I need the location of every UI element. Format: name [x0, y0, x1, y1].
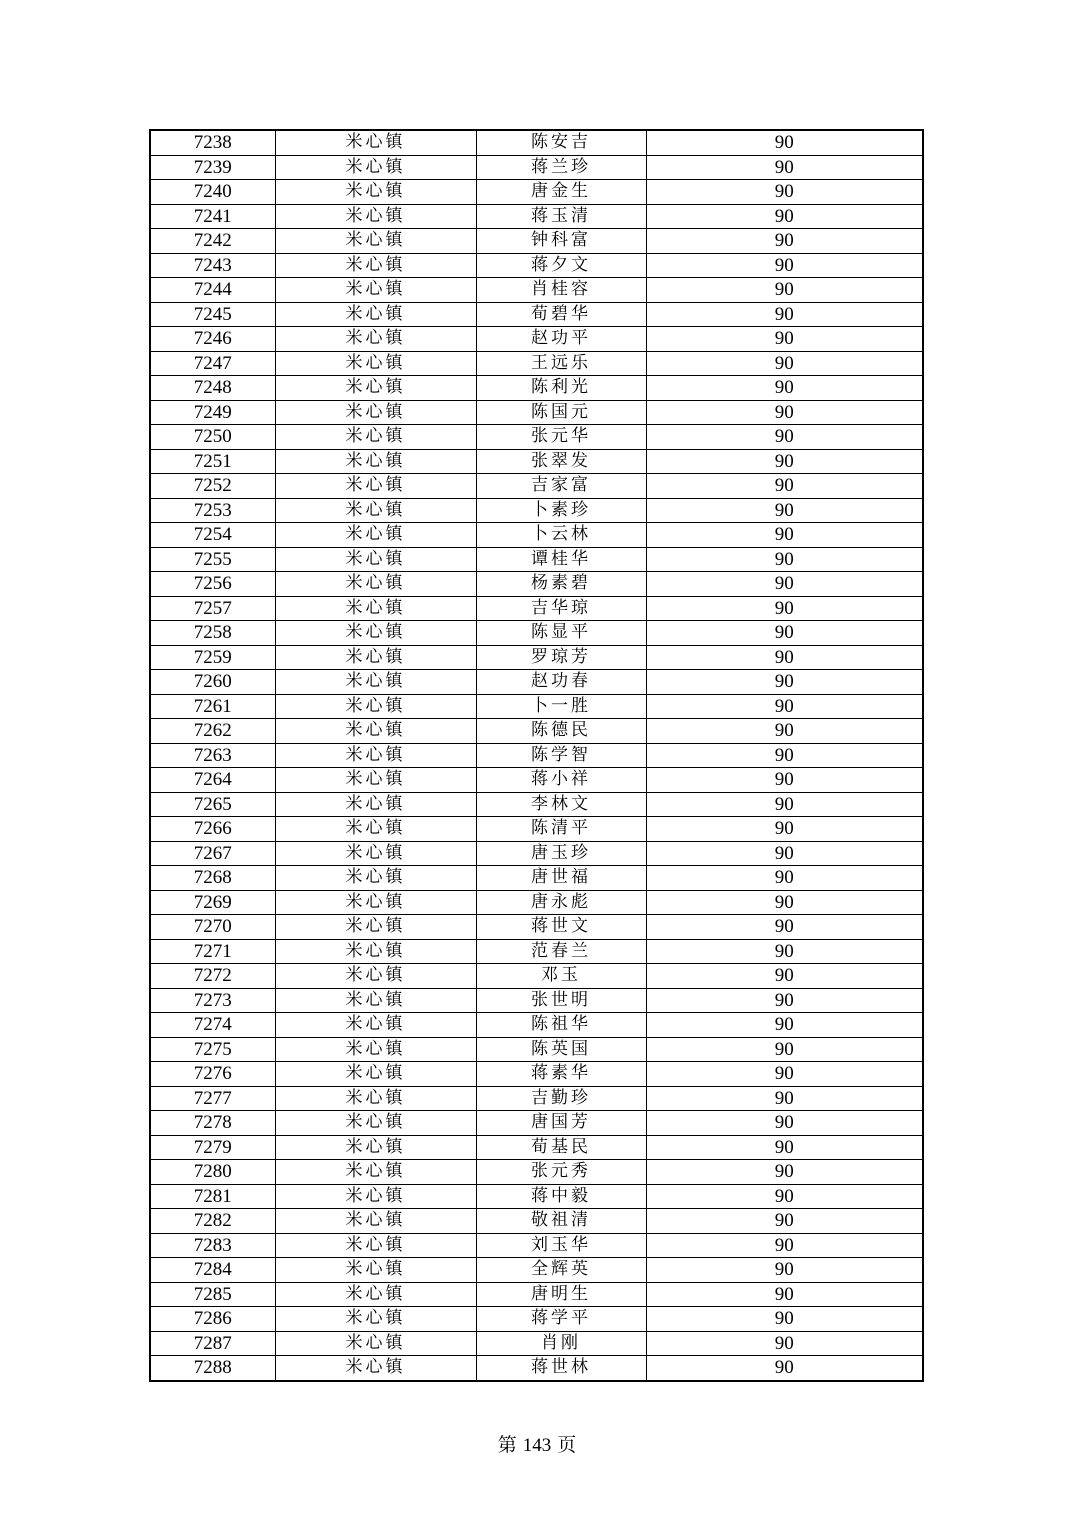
- row-number-cell: 7253: [150, 498, 275, 523]
- town-cell: 米心镇: [275, 425, 476, 450]
- town-cell: 米心镇: [275, 302, 476, 327]
- name-cell: 蒋小祥: [476, 768, 646, 793]
- amount-cell: 90: [646, 596, 923, 621]
- row-number-cell: 7250: [150, 425, 275, 450]
- table-row: [150, 670, 923, 695]
- amount-cell: 90: [646, 130, 923, 155]
- row-number-cell: 7247: [150, 351, 275, 376]
- name-cell: 王远乐: [476, 351, 646, 376]
- page-number: 143: [522, 1435, 552, 1456]
- name-cell: 卜一胜: [476, 694, 646, 719]
- name-cell: 陈英国: [476, 1037, 646, 1062]
- name-cell: 吉华琼: [476, 596, 646, 621]
- row-number-cell: 7246: [150, 327, 275, 352]
- town-cell: 米心镇: [275, 1258, 476, 1283]
- amount-cell: 90: [646, 1209, 923, 1234]
- table-row: [150, 1062, 923, 1087]
- name-cell: 赵功平: [476, 327, 646, 352]
- table-row: [150, 204, 923, 229]
- town-cell: 米心镇: [275, 327, 476, 352]
- row-number-cell: 7287: [150, 1331, 275, 1356]
- amount-cell: 90: [646, 792, 923, 817]
- table-row: [150, 743, 923, 768]
- amount-cell: 90: [646, 1356, 923, 1381]
- amount-cell: 90: [646, 1184, 923, 1209]
- name-cell: 罗琼芳: [476, 645, 646, 670]
- amount-cell: 90: [646, 621, 923, 646]
- town-cell: 米心镇: [275, 1086, 476, 1111]
- amount-cell: 90: [646, 1258, 923, 1283]
- row-number-cell: 7261: [150, 694, 275, 719]
- row-number-cell: 7251: [150, 449, 275, 474]
- amount-cell: 90: [646, 278, 923, 303]
- table-row: [150, 719, 923, 744]
- town-cell: 米心镇: [275, 351, 476, 376]
- row-number-cell: 7264: [150, 768, 275, 793]
- town-cell: 米心镇: [275, 1135, 476, 1160]
- name-cell: 肖刚: [476, 1331, 646, 1356]
- table-row: [150, 1013, 923, 1038]
- row-number-cell: 7280: [150, 1160, 275, 1185]
- name-cell: 蒋兰珍: [476, 155, 646, 180]
- name-cell: 张翠发: [476, 449, 646, 474]
- town-cell: 米心镇: [275, 768, 476, 793]
- town-cell: 米心镇: [275, 155, 476, 180]
- row-number-cell: 7275: [150, 1037, 275, 1062]
- town-cell: 米心镇: [275, 1209, 476, 1234]
- table-row: [150, 1209, 923, 1234]
- table-row: [150, 547, 923, 572]
- town-cell: 米心镇: [275, 1331, 476, 1356]
- table-row: [150, 1037, 923, 1062]
- table-row: [150, 1086, 923, 1111]
- amount-cell: 90: [646, 523, 923, 548]
- name-cell: 唐世福: [476, 866, 646, 891]
- amount-cell: 90: [646, 768, 923, 793]
- town-cell: 米心镇: [275, 180, 476, 205]
- amount-cell: 90: [646, 645, 923, 670]
- amount-cell: 90: [646, 425, 923, 450]
- name-cell: 唐明生: [476, 1282, 646, 1307]
- table-row: [150, 523, 923, 548]
- town-cell: 米心镇: [275, 1184, 476, 1209]
- amount-cell: 90: [646, 474, 923, 499]
- name-cell: 张世明: [476, 988, 646, 1013]
- name-cell: 陈显平: [476, 621, 646, 646]
- row-number-cell: 7245: [150, 302, 275, 327]
- name-cell: 陈德民: [476, 719, 646, 744]
- name-cell: 蒋素华: [476, 1062, 646, 1087]
- table-row: [150, 1160, 923, 1185]
- row-number-cell: 7282: [150, 1209, 275, 1234]
- table-row: [150, 817, 923, 842]
- town-cell: 米心镇: [275, 1233, 476, 1258]
- name-cell: 唐金生: [476, 180, 646, 205]
- town-cell: 米心镇: [275, 792, 476, 817]
- row-number-cell: 7240: [150, 180, 275, 205]
- row-number-cell: 7265: [150, 792, 275, 817]
- town-cell: 米心镇: [275, 400, 476, 425]
- table-row: [150, 1331, 923, 1356]
- name-cell: 敬祖清: [476, 1209, 646, 1234]
- row-number-cell: 7239: [150, 155, 275, 180]
- amount-cell: 90: [646, 915, 923, 940]
- table-row: [150, 1233, 923, 1258]
- amount-cell: 90: [646, 547, 923, 572]
- amount-cell: 90: [646, 1086, 923, 1111]
- amount-cell: 90: [646, 1282, 923, 1307]
- row-number-cell: 7281: [150, 1184, 275, 1209]
- name-cell: 陈学智: [476, 743, 646, 768]
- town-cell: 米心镇: [275, 229, 476, 254]
- table-row: [150, 351, 923, 376]
- amount-cell: 90: [646, 1233, 923, 1258]
- name-cell: 吉家富: [476, 474, 646, 499]
- name-cell: 唐国芳: [476, 1111, 646, 1136]
- table-row: [150, 1135, 923, 1160]
- row-number-cell: 7286: [150, 1307, 275, 1332]
- table-body: [150, 130, 923, 1381]
- table-row: [150, 596, 923, 621]
- row-number-cell: 7269: [150, 890, 275, 915]
- town-cell: 米心镇: [275, 474, 476, 499]
- row-number-cell: 7255: [150, 547, 275, 572]
- row-number-cell: 7279: [150, 1135, 275, 1160]
- town-cell: 米心镇: [275, 376, 476, 401]
- amount-cell: 90: [646, 1307, 923, 1332]
- row-number-cell: 7257: [150, 596, 275, 621]
- row-number-cell: 7241: [150, 204, 275, 229]
- name-cell: 范春兰: [476, 939, 646, 964]
- data-table: [149, 129, 924, 1382]
- town-cell: 米心镇: [275, 915, 476, 940]
- name-cell: 张元秀: [476, 1160, 646, 1185]
- table-row: [150, 841, 923, 866]
- amount-cell: 90: [646, 719, 923, 744]
- table-row: [150, 278, 923, 303]
- name-cell: 全辉英: [476, 1258, 646, 1283]
- table-row: [150, 1258, 923, 1283]
- page-footer-prefix: 第: [497, 1434, 517, 1456]
- table-row: [150, 915, 923, 940]
- amount-cell: 90: [646, 694, 923, 719]
- table-row: [150, 474, 923, 499]
- table-row: [150, 645, 923, 670]
- table-row: [150, 572, 923, 597]
- table-row: [150, 130, 923, 155]
- row-number-cell: 7277: [150, 1086, 275, 1111]
- page-footer-suffix: 页: [557, 1434, 577, 1456]
- amount-cell: 90: [646, 964, 923, 989]
- name-cell: 蒋玉清: [476, 204, 646, 229]
- town-cell: 米心镇: [275, 130, 476, 155]
- row-number-cell: 7248: [150, 376, 275, 401]
- name-cell: 谭桂华: [476, 547, 646, 572]
- town-cell: 米心镇: [275, 523, 476, 548]
- table-row: [150, 180, 923, 205]
- table-row: [150, 1282, 923, 1307]
- row-number-cell: 7260: [150, 670, 275, 695]
- amount-cell: 90: [646, 890, 923, 915]
- row-number-cell: 7262: [150, 719, 275, 744]
- town-cell: 米心镇: [275, 866, 476, 891]
- town-cell: 米心镇: [275, 719, 476, 744]
- row-number-cell: 7266: [150, 817, 275, 842]
- town-cell: 米心镇: [275, 1013, 476, 1038]
- amount-cell: 90: [646, 449, 923, 474]
- name-cell: 陈清平: [476, 817, 646, 842]
- amount-cell: 90: [646, 229, 923, 254]
- row-number-cell: 7254: [150, 523, 275, 548]
- name-cell: 陈祖华: [476, 1013, 646, 1038]
- table-row: [150, 498, 923, 523]
- row-number-cell: 7278: [150, 1111, 275, 1136]
- amount-cell: 90: [646, 1135, 923, 1160]
- row-number-cell: 7259: [150, 645, 275, 670]
- name-cell: 卜素珍: [476, 498, 646, 523]
- town-cell: 米心镇: [275, 670, 476, 695]
- table-row: [150, 939, 923, 964]
- town-cell: 米心镇: [275, 1111, 476, 1136]
- amount-cell: 90: [646, 155, 923, 180]
- table-row: [150, 1184, 923, 1209]
- amount-cell: 90: [646, 400, 923, 425]
- town-cell: 米心镇: [275, 547, 476, 572]
- table-row: [150, 449, 923, 474]
- row-number-cell: 7285: [150, 1282, 275, 1307]
- name-cell: 荀碧华: [476, 302, 646, 327]
- table-row: [150, 1356, 923, 1381]
- town-cell: 米心镇: [275, 988, 476, 1013]
- page-footer: [0, 1430, 1074, 1457]
- row-number-cell: 7238: [150, 130, 275, 155]
- name-cell: 邓玉: [476, 964, 646, 989]
- name-cell: 唐永彪: [476, 890, 646, 915]
- row-number-cell: 7273: [150, 988, 275, 1013]
- amount-cell: 90: [646, 939, 923, 964]
- town-cell: 米心镇: [275, 694, 476, 719]
- row-number-cell: 7268: [150, 866, 275, 891]
- name-cell: 荀基民: [476, 1135, 646, 1160]
- town-cell: 米心镇: [275, 596, 476, 621]
- name-cell: 蒋中毅: [476, 1184, 646, 1209]
- amount-cell: 90: [646, 1037, 923, 1062]
- town-cell: 米心镇: [275, 253, 476, 278]
- town-cell: 米心镇: [275, 964, 476, 989]
- row-number-cell: 7242: [150, 229, 275, 254]
- amount-cell: 90: [646, 1111, 923, 1136]
- name-cell: 刘玉华: [476, 1233, 646, 1258]
- town-cell: 米心镇: [275, 1356, 476, 1381]
- amount-cell: 90: [646, 670, 923, 695]
- table-row: [150, 768, 923, 793]
- town-cell: 米心镇: [275, 278, 476, 303]
- row-number-cell: 7288: [150, 1356, 275, 1381]
- table-row: [150, 400, 923, 425]
- amount-cell: 90: [646, 572, 923, 597]
- row-number-cell: 7274: [150, 1013, 275, 1038]
- row-number-cell: 7256: [150, 572, 275, 597]
- row-number-cell: 7267: [150, 841, 275, 866]
- town-cell: 米心镇: [275, 1282, 476, 1307]
- row-number-cell: 7243: [150, 253, 275, 278]
- row-number-cell: 7252: [150, 474, 275, 499]
- town-cell: 米心镇: [275, 449, 476, 474]
- table-row: [150, 621, 923, 646]
- row-number-cell: 7271: [150, 939, 275, 964]
- name-cell: 吉勤珍: [476, 1086, 646, 1111]
- name-cell: 蒋学平: [476, 1307, 646, 1332]
- row-number-cell: 7263: [150, 743, 275, 768]
- amount-cell: 90: [646, 498, 923, 523]
- town-cell: 米心镇: [275, 572, 476, 597]
- amount-cell: 90: [646, 743, 923, 768]
- amount-cell: 90: [646, 1062, 923, 1087]
- town-cell: 米心镇: [275, 841, 476, 866]
- table-row: [150, 1111, 923, 1136]
- row-number-cell: 7283: [150, 1233, 275, 1258]
- table-row: [150, 229, 923, 254]
- town-cell: 米心镇: [275, 817, 476, 842]
- name-cell: 卜云林: [476, 523, 646, 548]
- town-cell: 米心镇: [275, 1160, 476, 1185]
- name-cell: 钟科富: [476, 229, 646, 254]
- table-row: [150, 425, 923, 450]
- town-cell: 米心镇: [275, 1307, 476, 1332]
- amount-cell: 90: [646, 1331, 923, 1356]
- name-cell: 李林文: [476, 792, 646, 817]
- name-cell: 肖桂容: [476, 278, 646, 303]
- table-row: [150, 327, 923, 352]
- town-cell: 米心镇: [275, 621, 476, 646]
- name-cell: 蒋夕文: [476, 253, 646, 278]
- row-number-cell: 7244: [150, 278, 275, 303]
- amount-cell: 90: [646, 1013, 923, 1038]
- amount-cell: 90: [646, 1160, 923, 1185]
- row-number-cell: 7270: [150, 915, 275, 940]
- row-number-cell: 7284: [150, 1258, 275, 1283]
- town-cell: 米心镇: [275, 939, 476, 964]
- amount-cell: 90: [646, 204, 923, 229]
- table-row: [150, 155, 923, 180]
- name-cell: 赵功春: [476, 670, 646, 695]
- amount-cell: 90: [646, 302, 923, 327]
- amount-cell: 90: [646, 817, 923, 842]
- row-number-cell: 7258: [150, 621, 275, 646]
- table-row: [150, 302, 923, 327]
- table-row: [150, 866, 923, 891]
- town-cell: 米心镇: [275, 1062, 476, 1087]
- town-cell: 米心镇: [275, 645, 476, 670]
- table-row: [150, 964, 923, 989]
- table-row: [150, 1307, 923, 1332]
- table-row: [150, 694, 923, 719]
- amount-cell: 90: [646, 180, 923, 205]
- name-cell: 蒋世林: [476, 1356, 646, 1381]
- amount-cell: 90: [646, 351, 923, 376]
- name-cell: 杨素碧: [476, 572, 646, 597]
- town-cell: 米心镇: [275, 743, 476, 768]
- amount-cell: 90: [646, 327, 923, 352]
- town-cell: 米心镇: [275, 1037, 476, 1062]
- row-number-cell: 7272: [150, 964, 275, 989]
- table-row: [150, 792, 923, 817]
- name-cell: 张元华: [476, 425, 646, 450]
- row-number-cell: 7276: [150, 1062, 275, 1087]
- name-cell: 陈安吉: [476, 130, 646, 155]
- table-row: [150, 376, 923, 401]
- table-row: [150, 988, 923, 1013]
- amount-cell: 90: [646, 988, 923, 1013]
- name-cell: 唐玉珍: [476, 841, 646, 866]
- amount-cell: 90: [646, 253, 923, 278]
- amount-cell: 90: [646, 866, 923, 891]
- name-cell: 陈利光: [476, 376, 646, 401]
- amount-cell: 90: [646, 841, 923, 866]
- table-row: [150, 890, 923, 915]
- name-cell: 蒋世文: [476, 915, 646, 940]
- name-cell: 陈国元: [476, 400, 646, 425]
- amount-cell: 90: [646, 376, 923, 401]
- town-cell: 米心镇: [275, 498, 476, 523]
- table-row: [150, 253, 923, 278]
- town-cell: 米心镇: [275, 890, 476, 915]
- town-cell: 米心镇: [275, 204, 476, 229]
- row-number-cell: 7249: [150, 400, 275, 425]
